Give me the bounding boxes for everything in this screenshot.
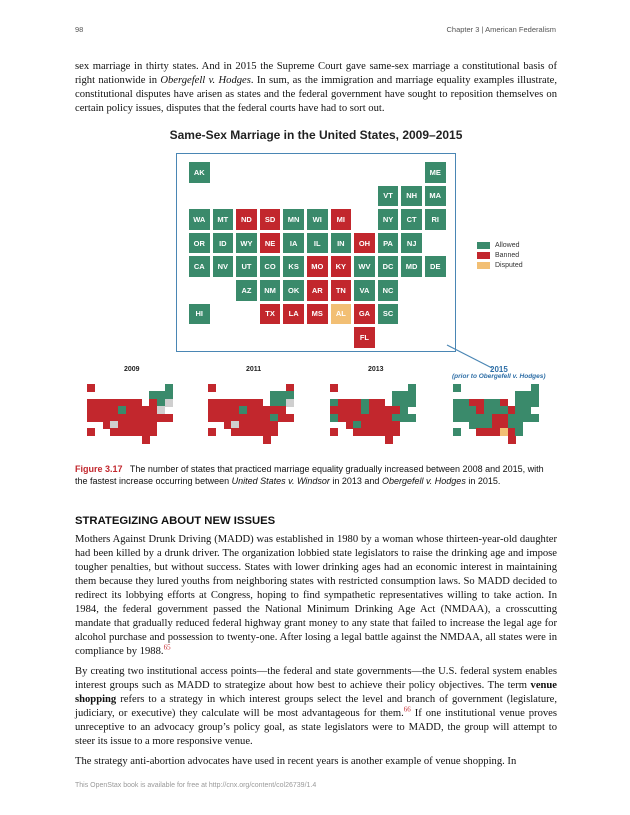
mini-tile-fl	[263, 436, 271, 444]
state-tile-ia: IA	[283, 233, 304, 254]
state-tile-in: IN	[331, 233, 352, 254]
state-tile-mn: MN	[283, 209, 304, 230]
state-tile-mt: MT	[213, 209, 234, 230]
mini-tile-la	[361, 428, 369, 436]
mini-tile-sc	[392, 428, 400, 436]
year-sub-label-2015: (prior to Obergefell v. Hodges)	[452, 373, 546, 380]
mini-tile-nv	[338, 414, 346, 422]
state-tile-az: AZ	[236, 280, 257, 301]
state-tile-mo: MO	[307, 256, 328, 277]
state-tile-sd: SD	[260, 209, 281, 230]
mini-tile-al	[255, 428, 263, 436]
mini-tile-fl	[142, 436, 150, 444]
state-tile-sc: SC	[378, 304, 399, 325]
state-tile-nh: NH	[401, 186, 422, 207]
mini-tile-ca	[208, 414, 216, 422]
endnote-65[interactable]: 65	[163, 643, 171, 652]
map-legend	[477, 240, 523, 270]
page-footer: This OpenStax book is available for free at http://cnx.org/content/col26739/1.4	[75, 782, 317, 789]
year-label-2011: 2011	[246, 366, 262, 373]
state-tile-wa: WA	[189, 209, 210, 230]
mini-tile-tx	[231, 428, 239, 436]
mini-tile-ak	[87, 384, 95, 392]
mini-tile-de	[165, 414, 173, 422]
section-heading: STRATEGIZING ABOUT NEW ISSUES	[75, 515, 276, 527]
mini-tile-nv	[95, 414, 103, 422]
state-tile-nc: NC	[378, 280, 399, 301]
state-tile-wv: WV	[354, 256, 375, 277]
state-tile-ga: GA	[354, 304, 375, 325]
mini-tile-al	[134, 428, 142, 436]
mini-tile-tx	[476, 428, 484, 436]
legend-label-banned: Banned	[495, 251, 520, 259]
mini-tile-md	[523, 414, 531, 422]
mini-tile-hi	[330, 428, 338, 436]
state-tile-ms: MS	[307, 304, 328, 325]
mini-tile-az	[103, 421, 111, 429]
state-tile-ut: UT	[236, 256, 257, 277]
figure-label: Figure 3.17	[75, 464, 123, 474]
legend-swatch-banned	[477, 252, 490, 259]
mini-map-2013	[330, 384, 415, 443]
mini-map-2011	[208, 384, 293, 443]
state-tile-mi: MI	[331, 209, 352, 230]
us-tile-map-2015	[176, 153, 456, 352]
year-label-2009: 2009	[124, 366, 140, 373]
state-tile-tx: TX	[260, 304, 281, 325]
mini-tile-ms	[126, 428, 134, 436]
page-number: 98	[75, 25, 84, 34]
mini-tile-sc	[270, 428, 278, 436]
mini-map-2009	[87, 384, 172, 443]
mini-tile-tx	[353, 428, 361, 436]
mini-tile-ri	[408, 399, 416, 407]
legend-swatch-allowed	[477, 242, 490, 249]
mini-tile-ms	[247, 428, 255, 436]
year-label-2015: 2015	[490, 365, 508, 374]
mini-tile-de	[408, 414, 416, 422]
mini-tile-ca	[330, 414, 338, 422]
state-tile-ny: NY	[378, 209, 399, 230]
state-tile-me: ME	[425, 162, 446, 183]
mini-tile-az	[469, 421, 477, 429]
mini-tile-de	[531, 414, 539, 422]
mini-tile-la	[484, 428, 492, 436]
mini-tile-md	[278, 414, 286, 422]
state-tile-al: AL	[331, 304, 352, 325]
mini-tile-hi	[453, 428, 461, 436]
year-label-2013: 2013	[368, 366, 384, 373]
state-tile-vt: VT	[378, 186, 399, 207]
mini-tile-sc	[149, 428, 157, 436]
running-header: Chapter 3 | American Federalism	[446, 25, 556, 34]
mini-tile-de	[286, 414, 294, 422]
state-tile-dc: DC	[378, 256, 399, 277]
state-tile-wy: WY	[236, 233, 257, 254]
intro-paragraph: sex marriage in thirty states. And in 2015 the Supreme Court gave same-sex marriage a constitutional basis of right nationwide in Obergefell v. Hodges. In sum, as the immigration and marriage equality examples illustrate, constitutional disputes have arisen as states and the federal government have sought to reposition themselves on certain policy issues, disputes that the federal courts have had to sort out.	[75, 61, 557, 114]
mini-tile-la	[239, 428, 247, 436]
state-tile-ks: KS	[283, 256, 304, 277]
mini-tile-md	[400, 414, 408, 422]
state-tile-de: DE	[425, 256, 446, 277]
state-tile-pa: PA	[378, 233, 399, 254]
mini-tile-ca	[87, 414, 95, 422]
paragraph-venue-shopping: By creating two institutional access points—the federal and state governments—the U.S. federal system enables interest groups such as MADD to strategize about how best to achieve their policy objectives. The term venue shopping refers to a strategy in which interest groups select the level and branch of government (legislature, judiciary, or executive) they calculate will be most advantageous for them.$^{66}$ If one institutional venue proves unreceptive to an advocacy group’s policy goal, as state legislators were to MADD, the group will attempt to steer its issue to a more responsive venue.	[75, 666, 557, 747]
state-tile-nv: NV	[213, 256, 234, 277]
mini-tile-ak	[453, 384, 461, 392]
mini-tile-tx	[110, 428, 118, 436]
state-tile-nj: NJ	[401, 233, 422, 254]
state-tile-nm: NM	[260, 280, 281, 301]
mini-tile-fl	[508, 436, 516, 444]
state-tile-tn: TN	[331, 280, 352, 301]
mini-tile-fl	[385, 436, 393, 444]
callout-connector	[445, 343, 495, 373]
state-tile-oh: OH	[354, 233, 375, 254]
state-tile-fl: FL	[354, 327, 375, 348]
section-body	[75, 533, 557, 775]
state-tile-ak: AK	[189, 162, 210, 183]
mini-tile-ri	[286, 399, 294, 407]
figure-caption: Figure 3.17 The number of states that practiced marriage equality gradually increased between 2008 and 2015, with the fastest increase occurring between United States v. Windsor in 2013 and Obergefell v. Hodges in 2015.	[75, 464, 544, 486]
state-tile-ri: RI	[425, 209, 446, 230]
endnote-66[interactable]: 66	[403, 705, 411, 714]
mini-tile-hi	[208, 428, 216, 436]
mini-map-2015	[453, 384, 538, 443]
state-tile-la: LA	[283, 304, 304, 325]
state-tile-ar: AR	[307, 280, 328, 301]
mini-tile-ms	[492, 428, 500, 436]
state-tile-co: CO	[260, 256, 281, 277]
mini-tile-al	[500, 428, 508, 436]
mini-tile-az	[224, 421, 232, 429]
state-tile-id: ID	[213, 233, 234, 254]
state-tile-ky: KY	[331, 256, 352, 277]
mini-tile-la	[118, 428, 126, 436]
mini-tile-hi	[87, 428, 95, 436]
mini-tile-sc	[515, 428, 523, 436]
state-tile-wi: WI	[307, 209, 328, 230]
mini-tile-al	[377, 428, 385, 436]
mini-tile-ak	[330, 384, 338, 392]
mini-tile-ri	[531, 399, 539, 407]
mini-tile-nv	[216, 414, 224, 422]
state-tile-ct: CT	[401, 209, 422, 230]
legend-label-disputed: Disputed	[495, 261, 523, 269]
figure-title: Same-Sex Marriage in the United States, 2009–2015	[169, 128, 463, 142]
case-name: Obergefell v. Hodges	[160, 75, 251, 86]
mini-tile-ms	[369, 428, 377, 436]
state-tile-or: OR	[189, 233, 210, 254]
state-tile-ne: NE	[260, 233, 281, 254]
state-tile-md: MD	[401, 256, 422, 277]
mini-tile-nv	[461, 414, 469, 422]
mini-tile-ca	[453, 414, 461, 422]
state-tile-il: IL	[307, 233, 328, 254]
key-term: venue shopping	[75, 680, 557, 705]
legend-swatch-disputed	[477, 262, 490, 269]
state-tile-ca: CA	[189, 256, 210, 277]
state-tile-nd: ND	[236, 209, 257, 230]
state-tile-va: VA	[354, 280, 375, 301]
state-tile-ma: MA	[425, 186, 446, 207]
paragraph-madd: Mothers Against Drunk Driving (MADD) was established in 1980 by a woman whose thirteen-year-old daughter had been killed by a drunk driver. The organization lobbied state legislators to raise the drinking age and impose tougher penalties, but without success. States with lower drinking ages had an economic interest in maintaining them because they lured youths from neighboring states with restricted consumption laws. So MADD decided to redirect its lobbying efforts at Congress, hoping to find sympathetic representatives willing to take action. In 1984, the federal government passed the National Minimum Drinking Age Act (NMDAA), a crosscutting mandate that gradually reduced federal highway grant money to any state that failed to increase the legal age for alcohol purchase and possession to twenty-one. After losing a legal battle against the NMDAA, all states were in compliance by 1988.65	[75, 534, 557, 657]
paragraph-anti-abortion: The strategy anti-abortion advocates have used in recent years is another example of venue shopping. In	[75, 756, 517, 767]
mini-tile-az	[346, 421, 354, 429]
state-tile-hi: HI	[189, 304, 210, 325]
mini-tile-ri	[165, 399, 173, 407]
legend-label-allowed: Allowed	[495, 241, 520, 249]
mini-tile-md	[157, 414, 165, 422]
mini-tile-ak	[208, 384, 216, 392]
state-tile-ok: OK	[283, 280, 304, 301]
